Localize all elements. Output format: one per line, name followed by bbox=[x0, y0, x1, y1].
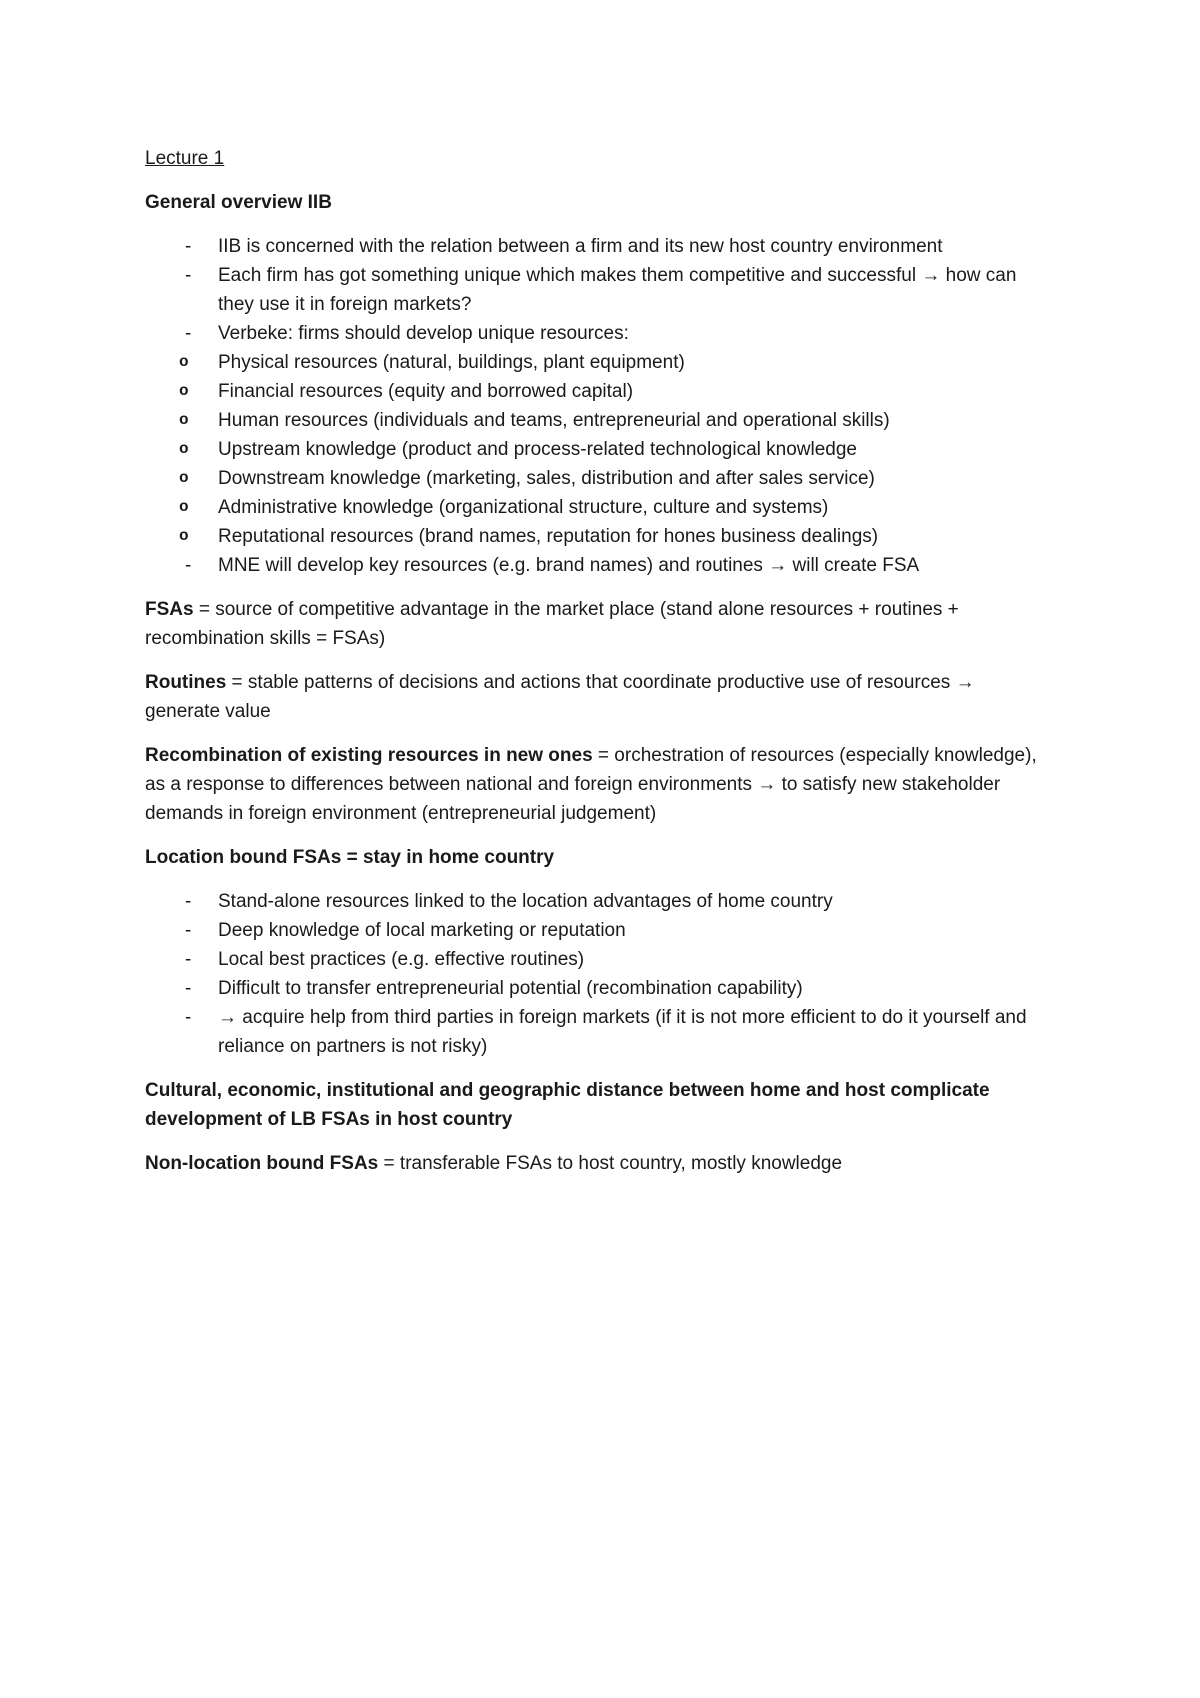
resources-list bbox=[179, 348, 1045, 551]
general-list bbox=[145, 232, 1045, 580]
non-location-definition: Non-location bound FSAs = transferable FSAs to host country, mostly knowledge bbox=[145, 1153, 843, 1174]
list-item: - → acquire help from third parties in foreign markets (if it is not more efficient to do it yourself and reliance on partners is not risky) bbox=[185, 1007, 1027, 1057]
arrow-icon: → bbox=[955, 672, 975, 693]
list-item: - Each firm has got something unique which makes them competitive and successful → how can they use it in foreign markets? bbox=[185, 265, 1017, 315]
distance-statement: Cultural, economic, institutional and geographic distance between home and host complicate development of LB FSAs in host country bbox=[145, 1080, 990, 1130]
location-bound-heading: Location bound FSAs = stay in home country bbox=[145, 847, 555, 868]
lecture-title: Lecture 1 bbox=[145, 148, 225, 169]
document-page bbox=[145, 144, 1045, 1193]
list-item: - IIB is concerned with the relation between a firm and its new host country environment bbox=[185, 236, 943, 257]
fsas-definition: FSAs = source of competitive advantage in the market place (stand alone resources + routines + recombination skills = FSAs) bbox=[145, 599, 959, 649]
general-heading: General overview IIB bbox=[145, 192, 332, 213]
routines-definition: Routines = stable patterns of decisions and actions that coordinate productive use of resources → generate value bbox=[145, 672, 975, 722]
sub-list-item: o Downstream knowledge (marketing, sales, distribution and after sales service) bbox=[179, 468, 875, 489]
sub-list-item: o Physical resources (natural, buildings, plant equipment) bbox=[179, 352, 685, 373]
arrow-icon: → bbox=[757, 774, 777, 795]
sub-list-item: o Human resources (individuals and teams, entrepreneurial and operational skills) bbox=[179, 410, 890, 431]
list-item: - Deep knowledge of local marketing or reputation bbox=[185, 920, 626, 941]
list-item: - Difficult to transfer entrepreneurial potential (recombination capability) bbox=[185, 978, 803, 999]
list-item: - MNE will develop key resources (e.g. brand names) and routines → will create FSA bbox=[185, 555, 920, 576]
arrow-icon: → bbox=[218, 1007, 237, 1028]
arrow-icon: → bbox=[768, 555, 788, 576]
list-item: - Verbeke: firms should develop unique resources: o Physical resources (natural, buildings, plant equipment) o Financial resources (equity and borrowed capital) o Human resources (individuals and teams, entrepreneurial and operational skills) o Upstream knowledge (product and process-related technological knowledge o Downstream knowledge (marketing, sales, distribution and after sales service) o Administrative knowledge (organizational structure, culture and systems) o Reputational resources (brand names, reputation for hones business dealings) bbox=[145, 319, 1045, 551]
list-item: - Stand-alone resources linked to the location advantages of home country bbox=[185, 891, 833, 912]
sub-list-item: o Financial resources (equity and borrowed capital) bbox=[179, 381, 634, 402]
sub-list-item: o Upstream knowledge (product and process-related technological knowledge bbox=[179, 439, 857, 460]
arrow-icon: → bbox=[921, 265, 941, 286]
recombination-definition: Recombination of existing resources in new ones = orchestration of resources (especially knowledge), as a response to differences between national and foreign environments → to satisfy new stakeholder demands in foreign environment (entrepreneurial judgement) bbox=[145, 745, 1037, 824]
list-item: - Local best practices (e.g. effective routines) bbox=[185, 949, 585, 970]
sub-list-item: o Reputational resources (brand names, reputation for hones business dealings) bbox=[179, 526, 879, 547]
location-bound-list bbox=[145, 887, 1045, 1061]
sub-list-item: o Administrative knowledge (organizational structure, culture and systems) bbox=[179, 497, 829, 518]
